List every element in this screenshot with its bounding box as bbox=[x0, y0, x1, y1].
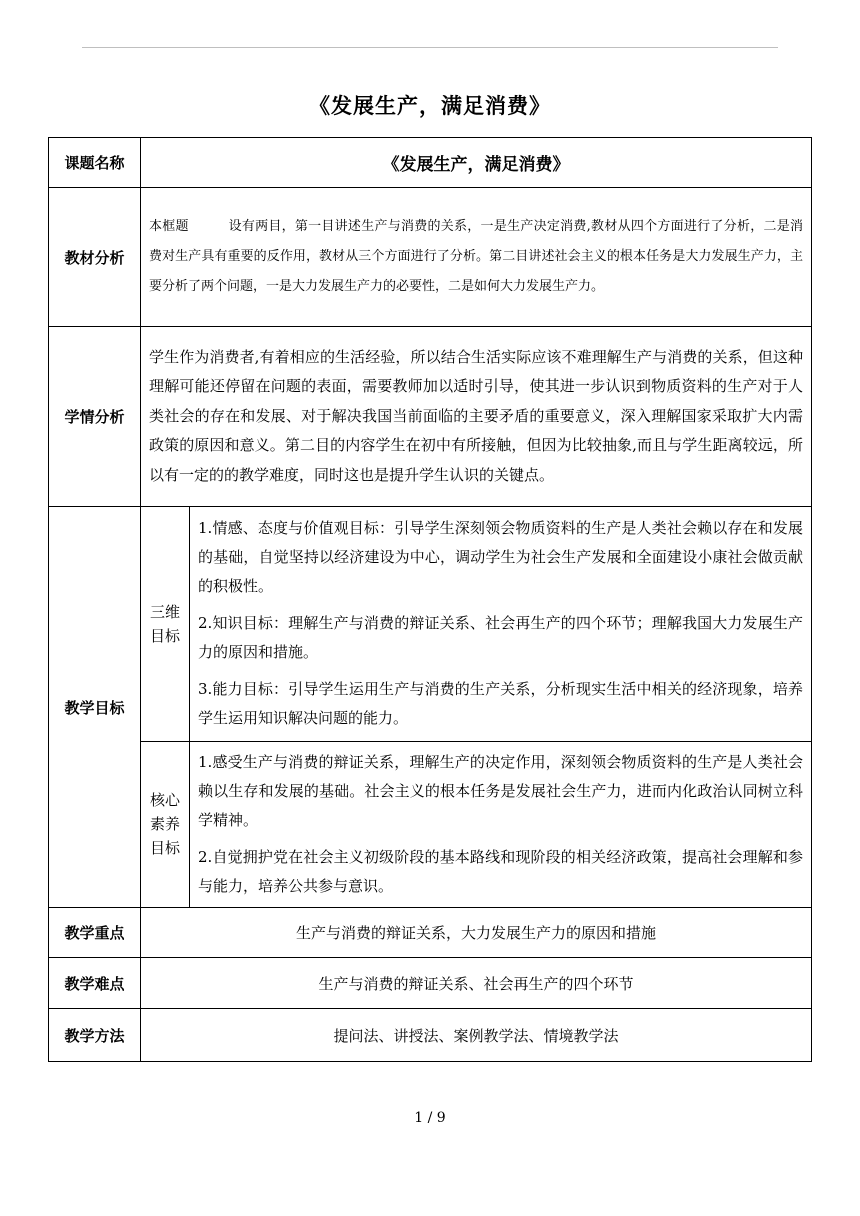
row-focus bbox=[49, 908, 812, 958]
topic-label: 课题名称 bbox=[49, 138, 141, 188]
page-number: 1 / 9 bbox=[414, 1110, 446, 1126]
core-row bbox=[141, 741, 811, 907]
method-value: 提问法、讲授法、案例教学法、情境教学法 bbox=[141, 1009, 812, 1062]
row-goals bbox=[49, 507, 812, 908]
goals-label: 教学目标 bbox=[49, 507, 141, 908]
students-text: 学生作为消费者,有着相应的生活经验，所以结合生活实际应该不难理解生产与消费的关系，但这种理解可能还停留在问题的表面，需要教师加以适时引导，使其进一步认识到物质资料的生产对于人类社会的存在和发展、对于解决我国当前面临的主要矛盾的重要意义，深入理解国家采取扩大内需政策的原因和意义。第二目的内容学生在初中有所接触，但因为比较抽象,而且与学生距离较远，所以有一定的的教学难度，同时这也是提升学生认识的关键点。 bbox=[149, 347, 803, 484]
material-text: 本框题 设有两目，第一目讲述生产与消费的关系，一是生产决定消费,教材从四个方面进行了分析，二是消费对生产具有重要的反作用，教材从三个方面进行了分析。第二目讲述社会主义的根本任务是大力发展生产力，主要分析了两个问题，一是大力发展生产力的必要性，二是如何大力发展生产力。 bbox=[149, 219, 803, 294]
core-content bbox=[190, 741, 812, 907]
header-rule bbox=[82, 47, 778, 48]
document-title: 《发展生产，满足消费》 bbox=[309, 94, 551, 118]
core-goal-2: 2.自觉拥护党在社会主义初级阶段的基本路线和现阶段的相关经济政策，提高社会理解和参与能力，培养公共参与意识。 bbox=[198, 847, 803, 895]
lesson-plan-table bbox=[48, 137, 812, 1062]
method-label: 教学方法 bbox=[49, 1009, 141, 1062]
three-dim-label: 三维目标 bbox=[141, 507, 190, 741]
material-label: 教材分析 bbox=[49, 188, 141, 327]
three-dim-goal-3: 3.能力目标：引导学生运用生产与消费的生产关系，分析现实生活中相关的经济现象，培养学生运用知识解决问题的能力。 bbox=[198, 680, 803, 728]
difficulty-value: 生产与消费的辩证关系、社会再生产的四个环节 bbox=[141, 958, 812, 1009]
row-topic bbox=[49, 138, 812, 188]
students-cell bbox=[141, 327, 812, 507]
row-method bbox=[49, 1009, 812, 1062]
topic-value: 《发展生产，满足消费》 bbox=[141, 138, 812, 188]
goals-inner-table bbox=[141, 507, 811, 907]
three-dim-content bbox=[190, 507, 812, 741]
three-dim-goal-1: 1.情感、态度与价值观目标：引导学生深刻领会物质资料的生产是人类社会赖以存在和发展的基础，自觉坚持以经济建设为中心，调动学生为社会生产发展和全面建设小康社会做贡献的积极性。 bbox=[198, 519, 803, 596]
three-dim-row bbox=[141, 507, 811, 741]
row-difficulty bbox=[49, 958, 812, 1009]
row-students bbox=[49, 327, 812, 507]
core-label: 核心素养目标 bbox=[141, 741, 190, 907]
three-dim-goal-2: 2.知识目标：理解生产与消费的辩证关系、社会再生产的四个环节；理解我国大力发展生产力的原因和措施。 bbox=[198, 614, 803, 662]
students-label: 学情分析 bbox=[49, 327, 141, 507]
row-material bbox=[49, 188, 812, 327]
difficulty-label: 教学难点 bbox=[49, 958, 141, 1009]
focus-value: 生产与消费的辩证关系，大力发展生产力的原因和措施 bbox=[141, 908, 812, 958]
core-goal-1: 1.感受生产与消费的辩证关系，理解生产的决定作用，深刻领会物质资料的生产是人类社会赖以生存和发展的基础。社会主义的根本任务是发展社会生产力，进而内化政治认同树立科学精神。 bbox=[198, 752, 803, 829]
focus-label: 教学重点 bbox=[49, 908, 141, 958]
goals-cell bbox=[141, 507, 812, 908]
material-cell bbox=[141, 188, 812, 327]
